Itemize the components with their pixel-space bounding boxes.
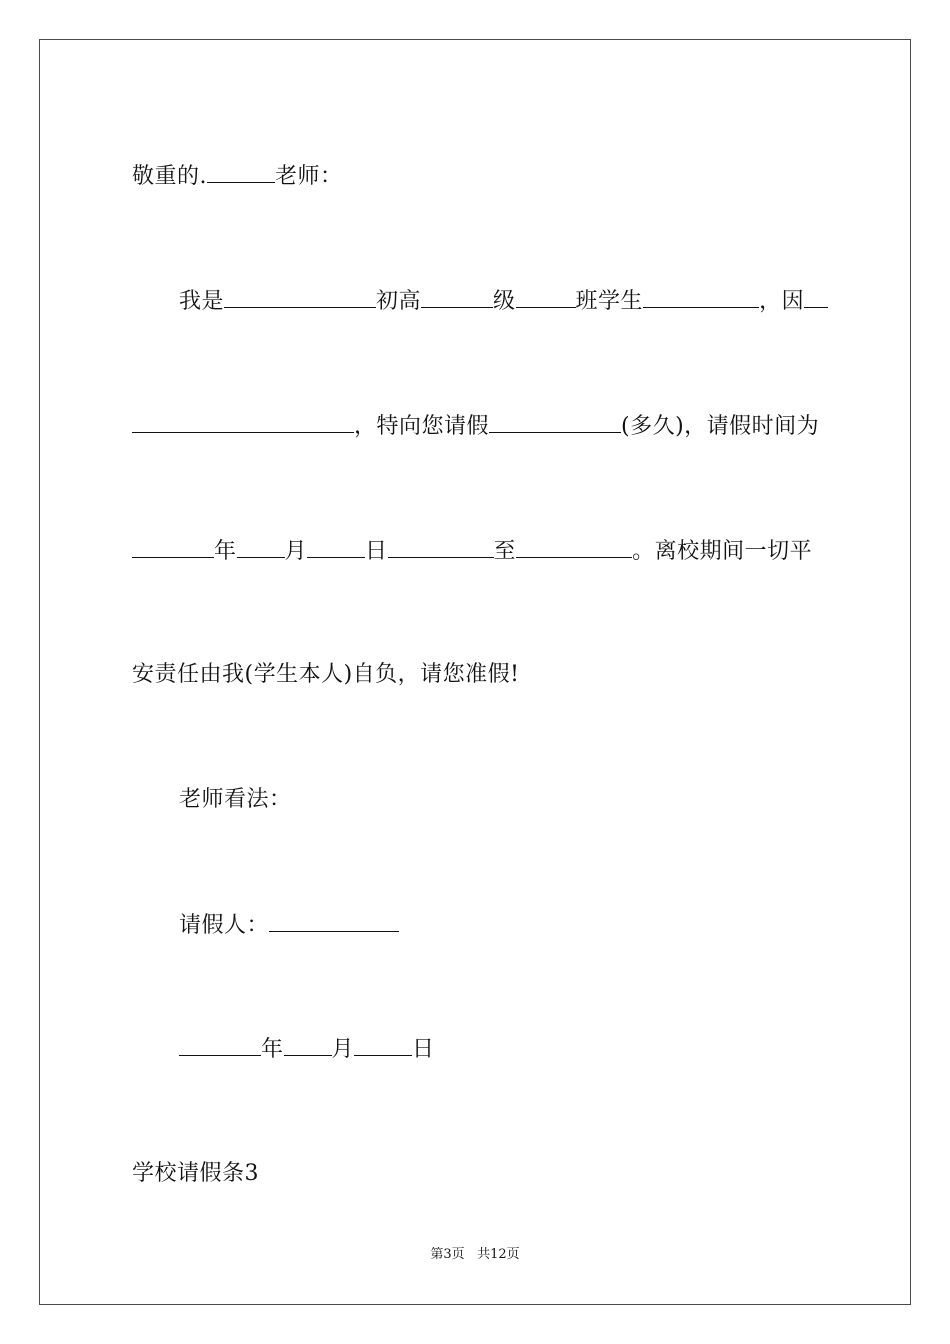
sign-day-label: 日 [412,1037,435,1062]
section-heading: 学校请假条3 [132,1161,259,1186]
page-total: 共12页 [477,1247,520,1262]
text-junior-senior: 初高 [376,289,422,314]
text-responsibility: 安责任由我(学生本人)自负，请您准假! [132,662,520,687]
paragraph-line-4 [117,636,520,688]
student-name-blank [643,288,759,308]
paragraph-line-1 [164,262,828,315]
paragraph-line-3 [117,512,812,565]
applicant-label: 请假人： [179,913,270,938]
text-safety: 。离校期间一切平 [632,539,813,564]
next-section-title [117,1135,259,1187]
reason-blank-start [804,288,828,308]
reason-blank [132,413,354,433]
sign-year-blank [179,1036,261,1056]
school-name-blank [224,288,376,308]
duration-blank [489,413,621,433]
text-i-am: 我是 [179,289,225,314]
sign-year-label: 年 [261,1037,284,1062]
date-line [164,1010,435,1063]
start-month-blank [237,538,285,558]
paragraph-line-2 [117,387,819,440]
salutation-prefix: 敬重的. [132,164,207,189]
teacher-opinion-line [164,761,292,813]
class-blank [516,288,576,308]
text-duration-note: (多久)，请假时间为 [621,414,820,439]
start-time-blank [388,538,494,558]
page-number: 第3页 [430,1247,465,1262]
page-footer [0,1247,950,1263]
text-because: ，因 [759,289,805,314]
text-class-student: 班学生 [575,289,644,314]
applicant-name-blank [269,912,399,932]
teacher-opinion-label: 老师看法： [179,787,292,812]
text-grade: 级 [493,289,516,314]
start-day-blank [307,538,365,558]
salutation-suffix: 老师： [275,164,343,189]
salutation-line [117,137,343,190]
sign-month-label: 月 [331,1037,355,1062]
end-time-blank [516,538,632,558]
text-to: 至 [493,539,517,564]
grade-blank [421,288,493,308]
text-month: 月 [284,539,308,564]
sign-month-blank [284,1036,332,1056]
text-request-leave: ，特向您请假 [354,414,490,439]
text-year: 年 [214,539,237,564]
teacher-name-blank [207,163,275,183]
applicant-line [164,886,399,939]
start-year-blank [132,538,214,558]
text-day: 日 [365,539,388,564]
sign-day-blank [354,1036,412,1056]
